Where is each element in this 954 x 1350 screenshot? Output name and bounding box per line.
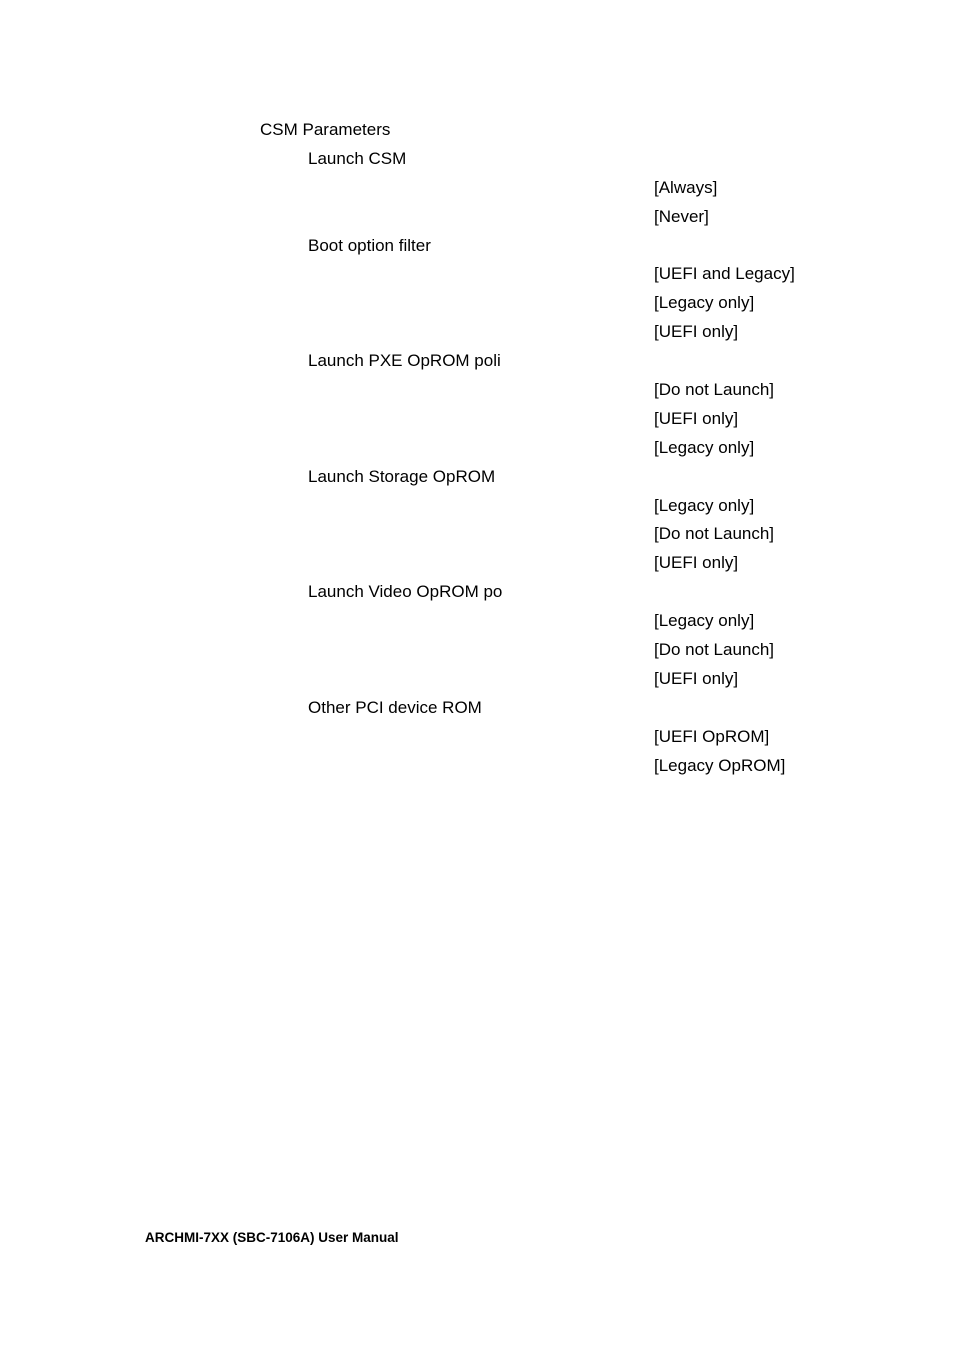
option-value: [Legacy only] [654,611,755,631]
option-value: [UEFI only] [654,322,739,342]
option-value: [Do not Launch] [654,640,775,660]
option-value: [UEFI only] [654,668,739,688]
option-value: [Never] [654,206,709,226]
option-value: [Legacy OpROM] [654,755,786,775]
option-value: [Do not Launch] [654,524,775,544]
page-footer: ARCHMI-7XX (SBC-7106A) User Manual [145,1230,399,1245]
option-value: [Legacy only] [654,437,755,457]
option-value: [Legacy only] [654,495,755,515]
section-title: CSM Parameters [260,120,391,139]
option-value: [UEFI only] [654,553,739,573]
item-label-launch-storage-oprom: Launch Storage OpROM [308,466,496,486]
csm-parameters-tree [0,118,954,782]
option-value: [Do not Launch] [654,380,775,400]
option-value: [UEFI OpROM] [654,726,770,746]
item-label-launch-pxe-oprom: Launch PXE OpROM poli [308,351,501,371]
option-value: [UEFI only] [654,408,739,428]
option-value: [Always] [654,177,718,197]
item-label-other-pci-device-rom: Other PCI device ROM [308,697,482,717]
item-label-launch-csm: Launch CSM [308,148,407,168]
option-value: [Legacy only] [654,293,755,313]
item-label-launch-video-oprom: Launch Video OpROM po [308,582,503,602]
item-label-boot-option-filter: Boot option filter [308,235,431,255]
option-value: [UEFI and Legacy] [654,264,795,284]
